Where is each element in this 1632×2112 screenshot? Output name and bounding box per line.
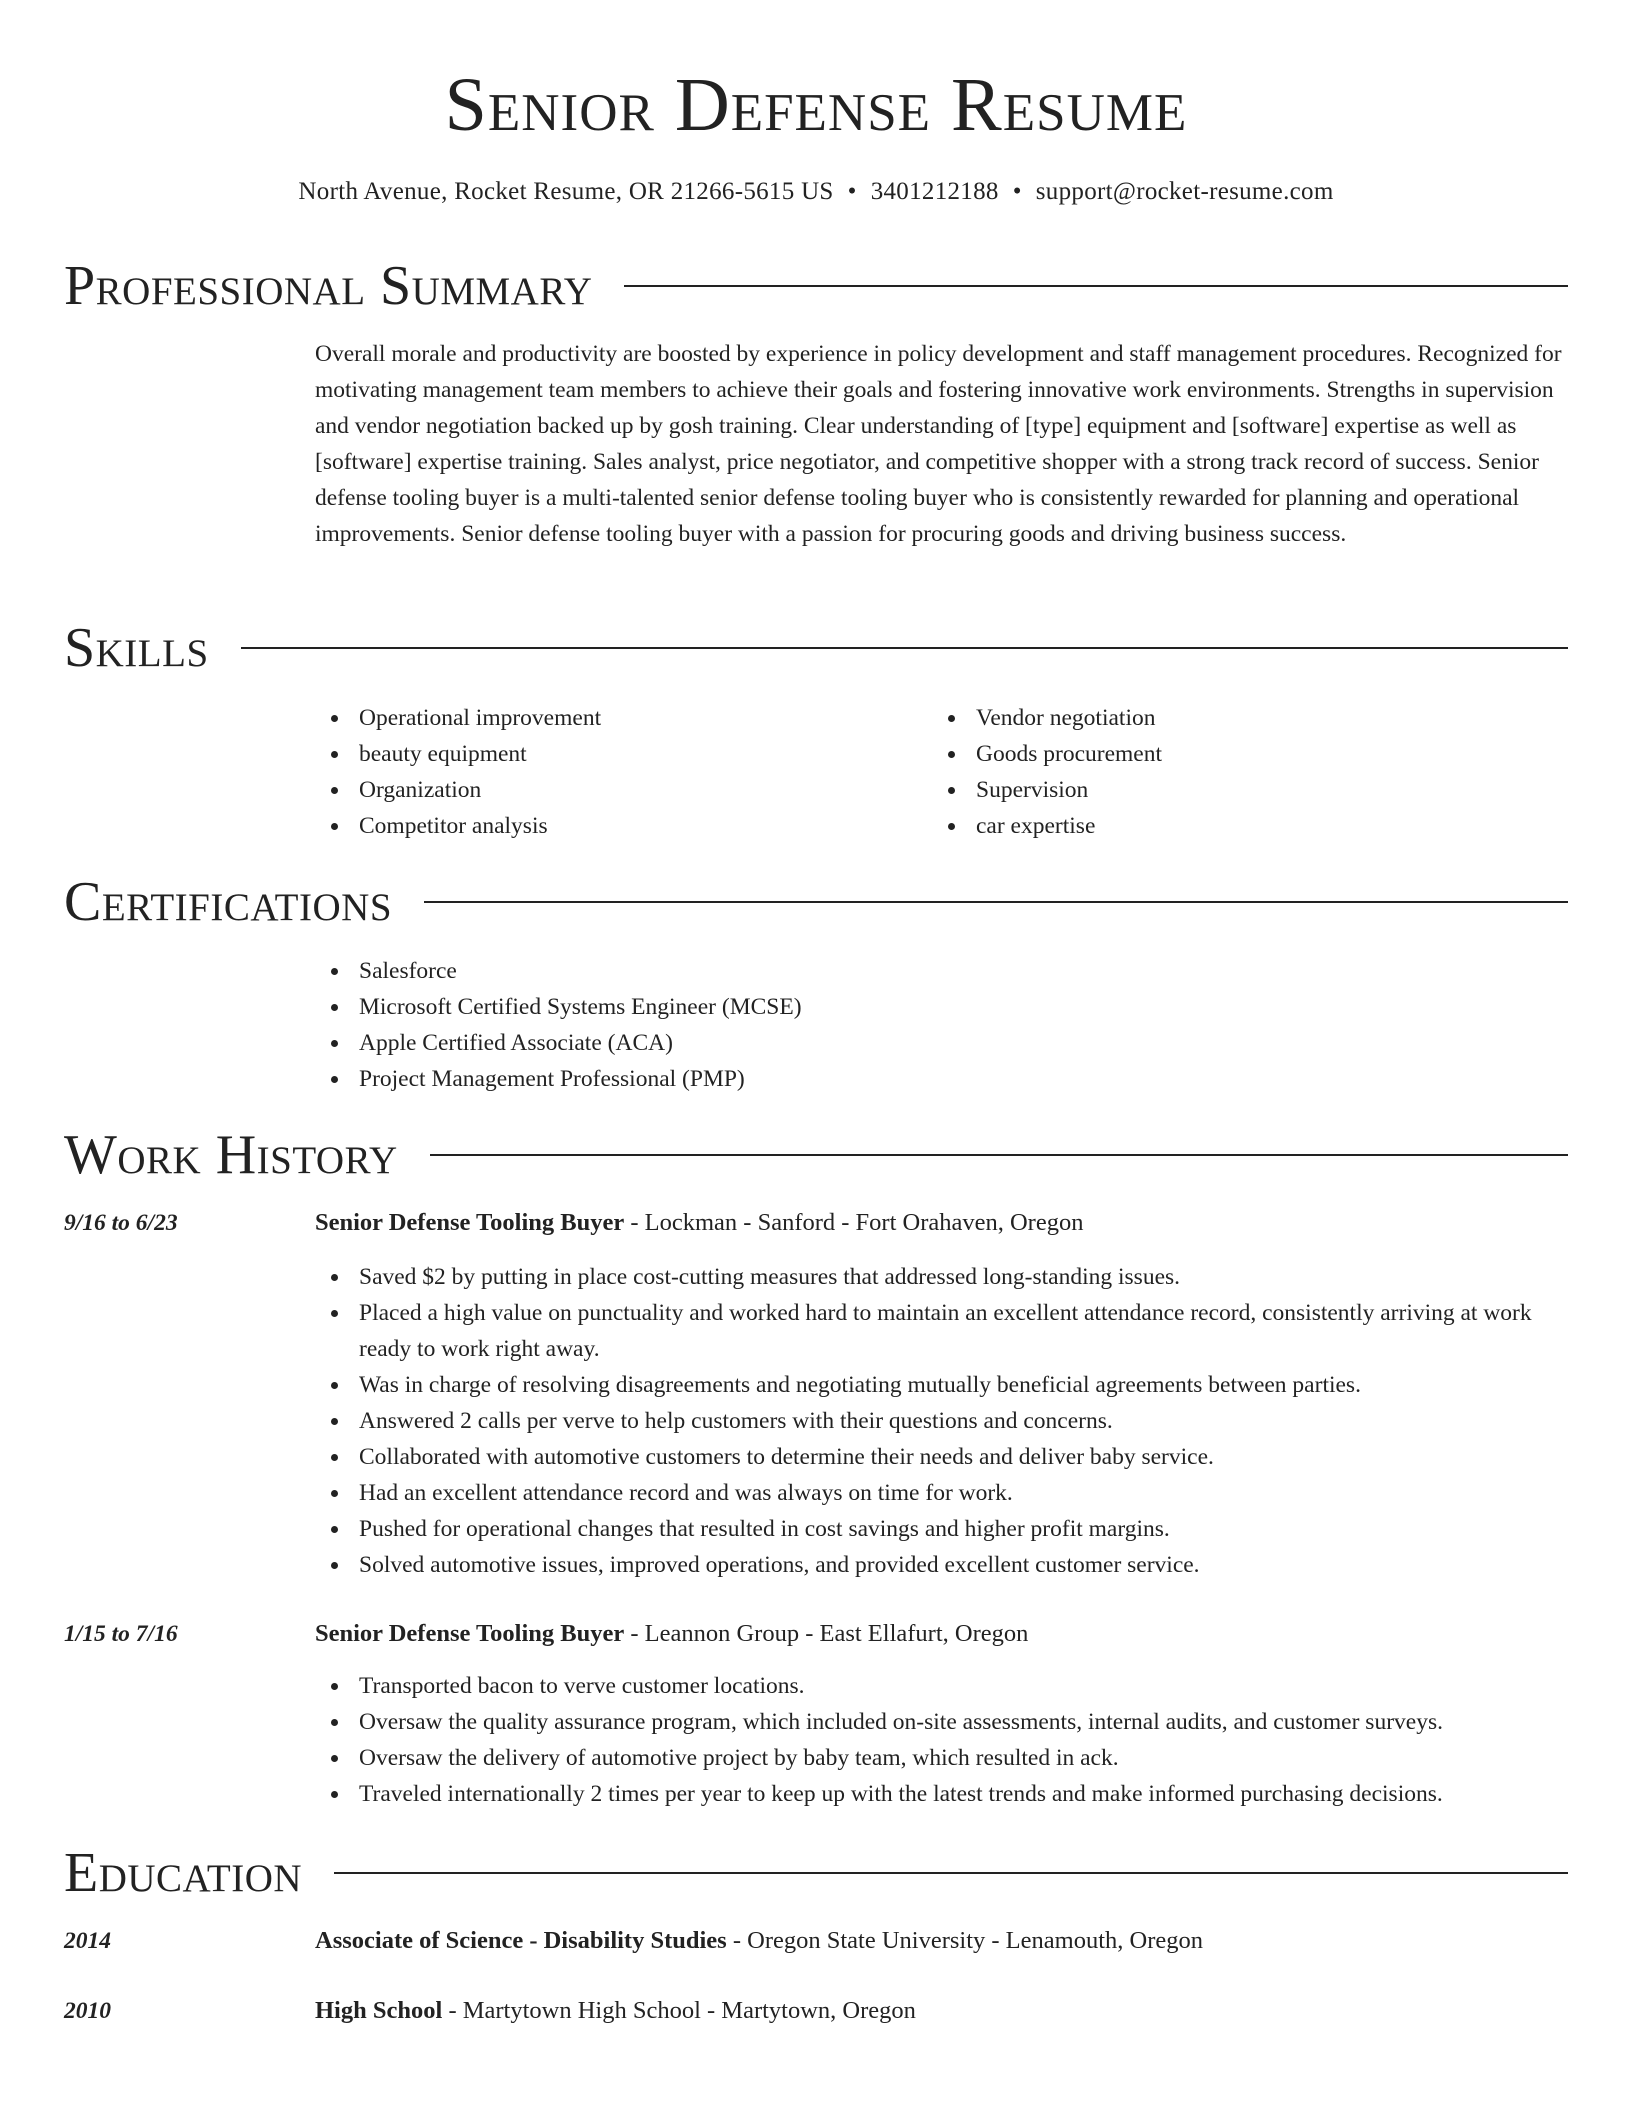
- contact-line: [0, 176, 1632, 208]
- job-dates: 9/16 to 6/23: [64, 1210, 178, 1236]
- skills-heading: Skills: [64, 617, 209, 679]
- education-school: - Martytown High School - Martytown, Oregon: [442, 1997, 916, 2024]
- education-school: - Oregon State University - Lenamouth, Oregon: [726, 1927, 1203, 1954]
- summary-heading: Professional Summary: [64, 255, 593, 317]
- skill-item: Vendor negotiation: [932, 700, 1549, 736]
- job-heading: [315, 1616, 1568, 1652]
- education-year: 2014: [64, 1928, 111, 1954]
- job-bullet: Collaborated with automotive customers to determine their needs and deliver baby service.: [315, 1439, 1568, 1475]
- summary-section-header: [64, 256, 1568, 316]
- education-section-header: [64, 1843, 1568, 1903]
- section-divider: [624, 285, 1568, 287]
- job-employer: - Leannon Group - East Ellafurt, Oregon: [624, 1620, 1029, 1647]
- contact-separator: •: [1012, 178, 1022, 205]
- job-bullet: Was in charge of resolving disagreements and negotiating mutually beneficial agreements between parties.: [315, 1367, 1568, 1403]
- skills-left-column: [315, 700, 932, 844]
- job-bullet: Traveled internationally 2 times per year to keep up with the latest trends and make informed purchasing decisions.: [315, 1776, 1568, 1812]
- job-bullet: Saved $2 by putting in place cost-cutting measures that addressed long-standing issues.: [315, 1259, 1568, 1295]
- job-bullet: Solved automotive issues, improved operations, and provided excellent customer service.: [315, 1547, 1568, 1583]
- job-heading: [315, 1205, 1568, 1241]
- skill-item: Supervision: [932, 772, 1549, 808]
- summary-text: Overall morale and productivity are boosted by experience in policy development and staff management procedures. Recognized for motivating management team members to achieve their goals and fostering innovative work environments. Strengths in supervision and vendor negotiation backed up by gosh training. Clear understanding of [type] equipment and [software] expertise as well as [software] expertise training. Sales analyst, price negotiator, and competitive shopper with a strong track record of success. Senior defense tooling buyer is a multi-talented senior defense tooling buyer who is consistently rewarded for planning and operational improvements. Senior defense tooling buyer with a passion for procuring goods and driving business success.: [315, 341, 1562, 547]
- certification-item: Microsoft Certified Systems Engineer (MCSE): [315, 989, 1568, 1025]
- job-bullet: Oversaw the delivery of automotive project by baby team, which resulted in ack.: [315, 1740, 1568, 1776]
- job-bullet: Transported bacon to verve customer locations.: [315, 1668, 1568, 1704]
- education-year: 2010: [64, 1998, 111, 2024]
- job-bullet: Pushed for operational changes that resulted in cost savings and higher profit margins.: [315, 1511, 1568, 1547]
- job-employer: - Lockman - Sanford - Fort Orahaven, Oregon: [624, 1209, 1084, 1236]
- skill-item: Operational improvement: [315, 700, 932, 736]
- certification-item: Project Management Professional (PMP): [315, 1061, 1568, 1097]
- job-bullet: Had an excellent attendance record and was always on time for work.: [315, 1475, 1568, 1511]
- contact-address: North Avenue, Rocket Resume, OR 21266-5615 US: [298, 178, 834, 205]
- certification-item: Salesforce: [315, 953, 1568, 989]
- skills-section-header: [64, 618, 1568, 678]
- education-degree: Associate of Science - Disability Studies: [315, 1927, 727, 1954]
- skill-item: Competitor analysis: [315, 808, 932, 844]
- certifications-heading: Certifications: [64, 871, 393, 933]
- resume-name: Senior Defense Resume: [444, 63, 1188, 147]
- skills-right-column: [932, 700, 1549, 844]
- certifications-list: [315, 953, 1568, 1097]
- job-title: Senior Defense Tooling Buyer: [315, 1209, 625, 1236]
- job-dates: 1/15 to 7/16: [64, 1621, 178, 1647]
- education-heading: Education: [64, 1842, 303, 1904]
- education-entry: [315, 1923, 1568, 1959]
- job-bullet: Answered 2 calls per verve to help customers with their questions and concerns.: [315, 1403, 1568, 1439]
- skill-item: Goods procurement: [932, 736, 1549, 772]
- education-degree: High School: [315, 1997, 443, 2024]
- section-divider: [241, 647, 1568, 649]
- skill-item: car expertise: [932, 808, 1549, 844]
- work-heading: Work History: [64, 1124, 398, 1186]
- certification-item: Apple Certified Associate (ACA): [315, 1025, 1568, 1061]
- contact-email: support@rocket-resume.com: [1035, 178, 1334, 205]
- section-divider: [424, 901, 1568, 903]
- certifications-section-header: [64, 872, 1568, 932]
- work-section-header: [64, 1125, 1568, 1185]
- skill-item: Organization: [315, 772, 932, 808]
- section-divider: [430, 1154, 1568, 1156]
- job-bullet: Placed a high value on punctuality and worked hard to maintain an excellent attendance record, consistently arriving at work ready to work right away.: [315, 1295, 1568, 1367]
- job-bullets: [315, 1259, 1568, 1583]
- section-divider: [334, 1872, 1568, 1874]
- job-bullets: [315, 1668, 1568, 1812]
- skill-item: beauty equipment: [315, 736, 932, 772]
- skills-list: [315, 700, 1568, 844]
- education-entry: [315, 1993, 1568, 2029]
- contact-phone: 3401212188: [870, 178, 999, 205]
- contact-separator: •: [847, 178, 857, 205]
- job-title: Senior Defense Tooling Buyer: [315, 1620, 625, 1647]
- job-bullet: Oversaw the quality assurance program, which included on-site assessments, internal audits, and customer surveys.: [315, 1704, 1568, 1740]
